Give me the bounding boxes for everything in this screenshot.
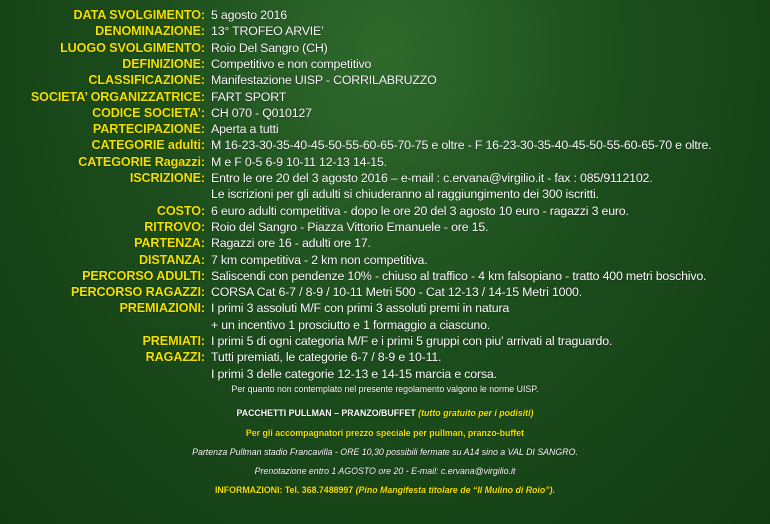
info-phone: Tel. 368.7488997 bbox=[284, 485, 354, 495]
row-value: CORSA Cat 6-7 / 8-9 / 10-11 Metri 500 - Cat 12-13 / 14-15 Metri 1000. bbox=[211, 285, 582, 300]
row-value: 7 km competitiva - 2 km non competitiva. bbox=[211, 252, 428, 267]
row-label: DEFINIZIONE: bbox=[122, 56, 205, 71]
info-row bbox=[0, 251, 770, 269]
row-label: PREMIATI: bbox=[142, 334, 205, 348]
info-row bbox=[0, 299, 770, 317]
row-value: Roio Del Sangro (CH) bbox=[211, 40, 328, 55]
row-label: ISCRIZIONE: bbox=[129, 171, 205, 185]
row-label: PERCORSO RAGAZZI: bbox=[70, 285, 205, 300]
row-value: I primi 3 assoluti M/F con primi 3 assoluti premi in natura bbox=[211, 301, 510, 316]
info-row bbox=[0, 169, 770, 187]
info-row bbox=[0, 185, 770, 203]
info-row bbox=[0, 234, 770, 252]
info-row bbox=[0, 6, 770, 24]
row-label: DATA SVOLGIMENTO: bbox=[73, 8, 205, 22]
pullman-title-note: (tutto gratuito per i podisiti) bbox=[418, 408, 534, 418]
row-label: CATEGORIE adulti: bbox=[91, 138, 205, 153]
row-label: CATEGORIE Ragazzi: bbox=[78, 154, 205, 169]
row-label: LUOGO SVOLGIMENTO: bbox=[60, 40, 205, 55]
row-value: I primi 3 delle categorie 12-13 e 14-15 marcia e corsa. bbox=[211, 366, 497, 381]
row-label: PREMIAZIONI: bbox=[119, 301, 205, 316]
pullman-title: PACCHETTI PULLMAN – PRANZO/BUFFET bbox=[236, 408, 416, 418]
row-value: Roio del Sangro - Piazza Vittorio Emanuele - ore 15. bbox=[211, 219, 489, 234]
row-label: RAGAZZI: bbox=[145, 350, 205, 365]
info-row bbox=[0, 55, 770, 73]
info-row bbox=[0, 267, 770, 285]
row-value: M e F 0-5 6-9 10-11 12-13 14-15. bbox=[211, 154, 387, 169]
row-value: 5 agosto 2016 bbox=[211, 8, 287, 22]
info-row bbox=[0, 104, 770, 122]
info-row bbox=[0, 283, 770, 301]
row-label: RITROVO: bbox=[144, 219, 205, 234]
row-value: Saliscendi con pendenze 10% - chiuso al traffico - 4 km falsopiano - tratto 400 metri boschivo. bbox=[211, 268, 707, 283]
row-label: PARTENZA: bbox=[134, 236, 205, 251]
info-row bbox=[0, 316, 770, 334]
row-label: COSTO: bbox=[156, 203, 205, 218]
info-row bbox=[0, 218, 770, 236]
row-value: 6 euro adulti competitiva - dopo le ore 20 del 3 agosto 10 euro - ragazzi 3 euro. bbox=[211, 203, 629, 218]
info-row bbox=[0, 88, 770, 106]
pullman-booking: Prenotazione entro 1 AGOSTO ore 20 - E-mail: c.ervana@virgilio.it bbox=[254, 466, 516, 476]
row-value: Competitivo e non competitivo bbox=[211, 56, 372, 71]
info-row bbox=[0, 71, 770, 89]
row-value: Aperta a tutti bbox=[211, 122, 279, 137]
info-row bbox=[0, 332, 770, 350]
row-label: DISTANZA: bbox=[138, 252, 205, 267]
info-note: (Pino Mangifesta titolare de “Il Mulino di Roio”). bbox=[355, 485, 556, 495]
row-value: FART SPORT bbox=[211, 89, 287, 104]
row-value: I primi 5 di ogni categoria M/F e i primi 5 gruppi con piu’ arrivati al traguardo. bbox=[211, 334, 613, 348]
info-row bbox=[0, 39, 770, 57]
row-value: Le iscrizioni per gli adulti si chiuderanno al raggiungimento dei 300 iscritti. bbox=[211, 187, 599, 202]
row-label: SOCIETA’ ORGANIZZATRICE: bbox=[30, 89, 205, 104]
row-value: Manifestazione UISP - CORRILABRUZZO bbox=[211, 73, 437, 88]
row-value: Entro le ore 20 del 3 agosto 2016 – e-mail : c.ervana@virgilio.it - fax : 085/9112102. bbox=[211, 171, 653, 185]
row-label: PERCORSO ADULTI: bbox=[82, 268, 205, 283]
info-row bbox=[0, 153, 770, 171]
uisp-note: Per quanto non contemplato nel presente regolamento valgono le norme UISP. bbox=[231, 384, 539, 394]
row-value: 13° TROFEO ARVIE’ bbox=[211, 24, 324, 39]
row-value: CH 070 - Q010127 bbox=[211, 105, 312, 120]
info-row bbox=[0, 120, 770, 138]
row-value: Ragazzi ore 16 - adulti ore 17. bbox=[211, 236, 371, 251]
info-row bbox=[0, 136, 770, 154]
info-row bbox=[0, 202, 770, 220]
row-value: M 16-23-30-35-40-45-50-55-60-65-70-75 e oltre - F 16-23-30-35-40-45-50-55-60-65-70 e oltre. bbox=[211, 138, 712, 153]
pullman-heading bbox=[0, 404, 770, 422]
info-row bbox=[0, 365, 770, 383]
info-row bbox=[0, 348, 770, 366]
info-line bbox=[0, 481, 770, 499]
row-label: PARTECIPAZIONE: bbox=[92, 122, 205, 137]
row-label: DENOMINAZIONE: bbox=[95, 24, 205, 39]
row-label: CLASSIFICAZIONE: bbox=[88, 73, 205, 88]
row-value: + un incentivo 1 prosciutto e 1 formaggio a ciascuno. bbox=[211, 317, 491, 332]
row-label: CODICE SOCIETA’: bbox=[92, 105, 205, 120]
pullman-departure: Partenza Pullman stadio Francavilla - ORE 10,30 possibili fermate su A14 sino a VAL DI SANGRO. bbox=[192, 447, 578, 457]
info-label: INFORMAZIONI: bbox=[214, 485, 283, 495]
pullman-offer: Per gli accompagnatori prezzo speciale per pullman, pranzo-buffet bbox=[245, 428, 525, 438]
info-row bbox=[0, 22, 770, 40]
row-value: Tutti premiati, le categorie 6-7 / 8-9 e 10-11. bbox=[211, 350, 442, 365]
